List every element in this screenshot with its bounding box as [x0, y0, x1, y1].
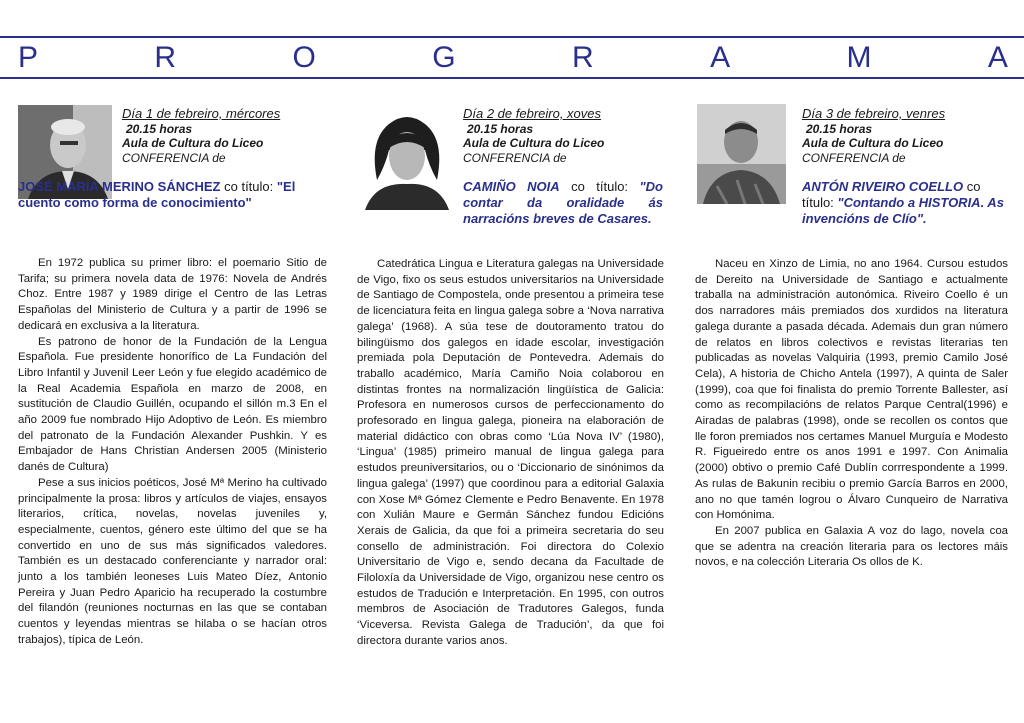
portrait-icon	[359, 110, 455, 210]
programa-title	[18, 40, 1008, 76]
event-day: Día 1 de febreiro, mércores	[122, 106, 281, 121]
conference-label: CONFERENCIA de	[802, 150, 906, 165]
title-letter: M	[846, 41, 872, 74]
speaker-block	[18, 179, 327, 211]
title-letter: R	[572, 41, 594, 74]
top-rule	[0, 36, 1024, 38]
bio-paragraph: Naceu en Xinzo de Limia, no ano 1964. Cursou estudos de Dereito na Universidade de Santiago e actualmente traballa na administración autonómica. Riveiro Coello é un dos narradores máis premiados dos xurdidos na literatura galega durante a pasada década. Ademais dun gran número de relatos en libros colectivos e revistas literarias ten publicadas as novelas Valquiria (1993, premio Camilo José Cela), A historia de Chicho Antela (1997), A quinta de Saler (1999), coa que foi finalista do premio Torrente Ballester, así como as recompilacións de relatos Parque Central(1996) e Airadas de palabras (1998), onde se recollen os contos que lle foron premiados nos certames Manuel Murguía e Modesto R. Figueiredo entre os anos 1991 e 1997. Con Animalia (2000) obtivo o premio Café Dublín corrrespondente a 1999. As rulas de Bakunin recibiu o premio García Barros en 2000, ano no que tamén logrou o Álvaro Cunqueiro de Narrativa con Homónima.	[695, 258, 1008, 522]
title-letter: A	[710, 41, 731, 74]
conference-label: CONFERENCIA de	[122, 150, 226, 165]
event-day: Día 3 de febreiro, venres	[802, 106, 946, 121]
speaker-bio	[695, 257, 1008, 571]
event-day: Día 2 de febreiro, xoves	[463, 106, 602, 121]
speaker-name: JOSÉ MARÍA MERINO SÁNCHEZ	[18, 179, 221, 194]
event-info	[802, 107, 1008, 165]
bio-paragraph: En 1972 publica su primer libro: el poemario Sitio de Tarifa; su primera novela data de 1976: Novela de Andrés Choz. Entre 1987 y 1989 dirige el Centro de las Letras Españolas del Ministerio de Cultura y a partir de 1996 se dedicará en exclusiva a la literatura.	[18, 257, 327, 332]
speaker-bio	[18, 256, 327, 649]
speaker-block	[802, 179, 1008, 227]
bio-paragraph: Catedrática Lingua e Literatura galegas na Universidade de Vigo, fixo os seus estudos universitarios na Universidade de Santiago de Compostela, onde presentou a primeira tese de licenciatura feita en lingua galega sobre a ‘Nova narrativa galega’ (1968). A súa tese de doutoramento tratou do bilingüismo dos galegos en idade escolar, investigación premiada pola Deputación de Pontevedra. Ademais do traballo académico, María Camiño Noia colaborou en distintas frontes na normalización lingüística de Galicia: Profesora en numerosos cursos de perfeccionamento do profesorado en lingua galega, pioneira na elaboración de material didáctico con obras como ‘Lúa Nova IV’ (1980), ‘Lingua’ (1985) primeiro manual de lingua galega para estudos preuniversitarios, ou o ‘Diccionario de sinónimos da lingua galega’ (1997) que coordinou para a editorial Galaxia con Xose Mª Gómez Clemente e Pedro Benavente. En 1978 con Xulián Maure e Germán Sánchez fundou Edicións Xerais de Galicia, da que foi a primeira secretaria do seu consello de administración. Foi directora do Colexio Universitario de Vigo e, sendo decana da Facultade de Filoloxía da Universidade de Vigo, organizou nese centro os estudos de Tradución e Interpretación. En 1995, con outros membros de Asociación de Tradutores Galegos, funda ‘Viceversa. Revista Galega de Tradución’, da que foi directora durante varios anos.	[357, 258, 664, 647]
event-venue: Aula de Cultura do Liceo	[122, 136, 264, 150]
with-title-label: co título:	[802, 179, 981, 210]
event-hour: 20.15 horas	[467, 121, 534, 136]
speaker-name: CAMIÑO NOIA	[463, 179, 560, 194]
speaker-block	[463, 179, 663, 227]
title-letter: R	[154, 41, 177, 74]
bio-paragraph: En 2007 publica en Galaxia A voz do lago, novela coa que se adentra na creación literaria para os lectores máis novos, e na colección Literaria Os ollos de K.	[695, 524, 1008, 569]
talk-title: "Do contar da oralidade ás narracións breves de Casares.	[463, 179, 663, 226]
conference-label: CONFERENCIA de	[463, 150, 567, 165]
title-letter: G	[432, 41, 456, 74]
bio-paragraph: Pese a sus inicios poéticos, José Mª Merino ha cultivado principalmente la prosa: libros y artículos de viajes, ensayos literarios, crítica, novelas, novelas juveniles y, especialmente, cuentos, género este último del que se ha convertido en uno de sus más significados valedores. También es un destacado conferenciante y narrador oral: junto a los también leoneses Luis Mateo Díez, Antonio Pereira y Juan Pedro Aparicio ha recuperado la costumbre del filandón (reuniones nocturnas en las que se contaban cuentos y leyendas mientras se hilaba o se hacían otros trabajos), típica de León.	[18, 476, 327, 646]
title-letter: A	[987, 41, 1008, 74]
speaker-photo-riveiro	[697, 104, 786, 204]
with-title-label: co título:	[224, 179, 274, 194]
event-hour: 20.15 horas	[126, 121, 193, 136]
speaker-photo-noia	[359, 110, 455, 210]
talk-title: "Contando a HISTORIA. As invencións de Clío".	[802, 195, 1004, 226]
speaker-name: ANTÓN RIVEIRO COELLO	[802, 179, 964, 194]
event-info	[122, 107, 328, 165]
title-letter: P	[18, 41, 39, 74]
title-letter: O	[292, 41, 316, 74]
portrait-icon	[697, 104, 786, 204]
event-venue: Aula de Cultura do Liceo	[463, 136, 605, 150]
event-info	[463, 107, 663, 165]
event-hour: 20.15 horas	[806, 121, 873, 136]
with-title-label: co título:	[571, 179, 629, 194]
talk-title: "El cuento como forma de conocimiento"	[18, 179, 296, 210]
bio-paragraph: Es patrono de honor de la Fundación de la Lengua Española. Fue presidente honorífico de La Fundación del Libro Infantil y Juvenil Leer León y fue elegido académico de la Real Academia Española en marzo de 2008, en sustitución de Claudio Guillén, ocupando el sillón m.3 En el año 2009 fue nombrado Hijo Adoptivo de León. Es miembro del patronato de la Fundación Alexander Pushkin. Y es Embajador de Hans Christian Andersen 2005 (Ministerio danés de Cultura)	[18, 335, 327, 474]
bottom-rule	[0, 77, 1024, 79]
speaker-bio	[357, 257, 664, 650]
event-venue: Aula de Cultura do Liceo	[802, 136, 944, 150]
